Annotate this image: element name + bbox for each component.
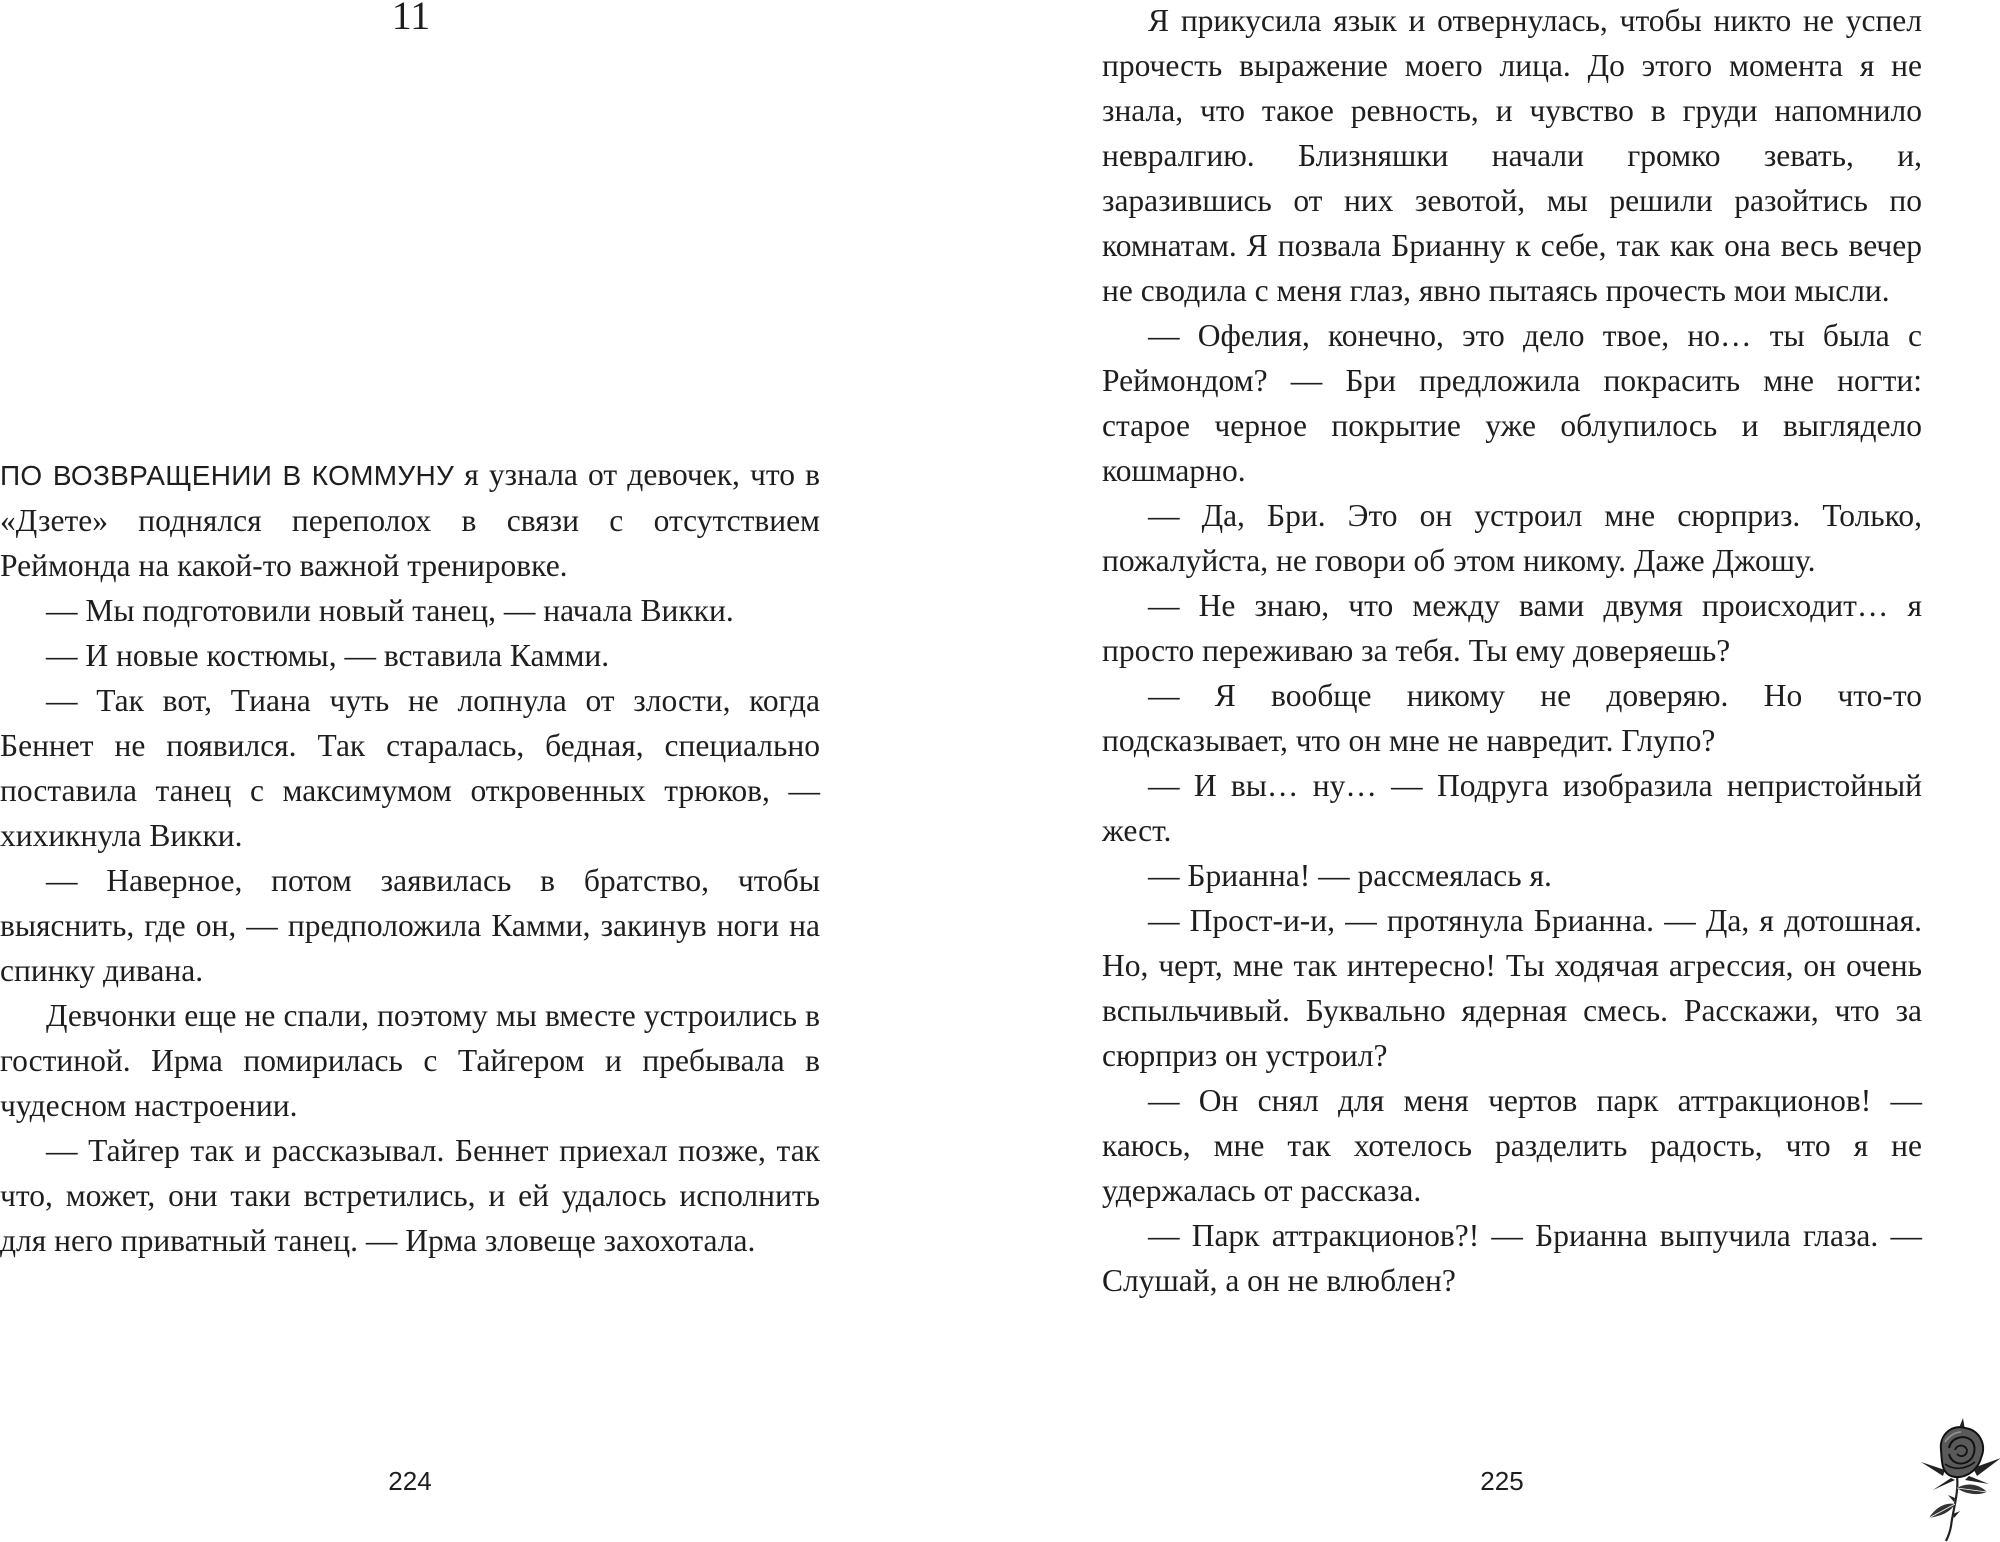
paragraph: — Офелия, конечно, это дело твое, но… ты была с Реймондом? — Бри предложила покрасить мне ногти: старое черное покрытие уже облупилось и выглядело кошмарно. [1102, 318, 1922, 488]
paragraph: Девчонки еще не спали, поэтому мы вместе устроились в гостиной. Ирма помирилась с Тайгером и пребывала в чудесном настроении. [0, 998, 820, 1123]
paragraph: — Он снял для меня чертов парк аттракционов! — каюсь, мне так хотелось разделить радость, что я не удержалась от рассказа. [1102, 1083, 1922, 1208]
paragraph: — Мы подготовили новый танец, — начала Викки. [46, 593, 734, 628]
paragraph: — Так вот, Тиана чуть не лопнула от злости, когда Беннет не появился. Так старалась, бедная, специально поставила танец с максимумом откровенных трюков, — хихикнула Викки. [0, 683, 820, 853]
paragraph: — И вы… ну… — Подруга изобразила непристойный жест. [1102, 768, 1922, 848]
opening-rest: я узнала от девочек, что в «Дзете» поднялся переполох в связи с отсутствием Реймонда на какой-то важной тренировке. [0, 457, 820, 583]
paragraph: — Да, Бри. Это он устроил мне сюрприз. Только, пожалуйста, не говори об этом никому. Даже Джошу. [1102, 498, 1922, 578]
paragraph: — Брианна! — рассмеялась я. [1148, 858, 1552, 893]
rose-icon [1915, 1418, 2000, 1542]
right-page [1000, 0, 2000, 1542]
paragraph: — Наверное, потом заявилась в братство, чтобы выяснить, где он, — предположила Камми, закинув ноги на спинку дивана. [0, 863, 820, 988]
paragraph: Я прикусила язык и отвернулась, чтобы никто не успел прочесть выражение моего лица. До этого момента я не знала, что такое ревность, и чувство в груди напомнило невралгию. Близняшки начали громко зевать, и, заразившись от них зевотой, мы решили разойтись по комнатам. Я позвала Брианну к себе, так как она весь вечер не сводила с меня глаз, явно пытаясь прочесть мои мысли. [1102, 3, 1922, 308]
left-page-text [0, 452, 820, 1263]
paragraph: — Тайгер так и рассказывал. Беннет приехал позже, так что, может, они таки встретились, и ей удалось исполнить для него приватный танец. — Ирма зловеще захохотала. [0, 1133, 820, 1258]
chapter-number: 11 [391, 0, 431, 38]
opening-paragraph [0, 452, 820, 588]
paragraph: — Парк аттракционов?! — Брианна выпучила глаза. — Слушай, а он не влюблен? [1102, 1218, 1922, 1298]
opening-smallcaps: ПО ВОЗВРАЩЕНИИ В КОММУНУ [0, 460, 455, 491]
paragraph: — И новые костюмы, — вставила Камми. [46, 638, 610, 673]
paragraph: — Не знаю, что между вами двумя происходит… я просто переживаю за тебя. Ты ему доверяешь? [1102, 588, 1922, 668]
page-number: 225 [1480, 1466, 1524, 1496]
paragraph: — Прост-и-и, — протянула Брианна. — Да, я дотошная. Но, черт, мне так интересно! Ты ходячая агрессия, он очень вспыльчивый. Буквально ядерная смесь. Расскажи, что за сюрприз он устроил? [1102, 903, 1922, 1073]
right-page-text [1102, 0, 1922, 1303]
paragraph: — Я вообще никому не доверяю. Но что-то подсказывает, что он мне не навредит. Глупо? [1102, 678, 1922, 758]
page-number: 224 [388, 1466, 432, 1496]
